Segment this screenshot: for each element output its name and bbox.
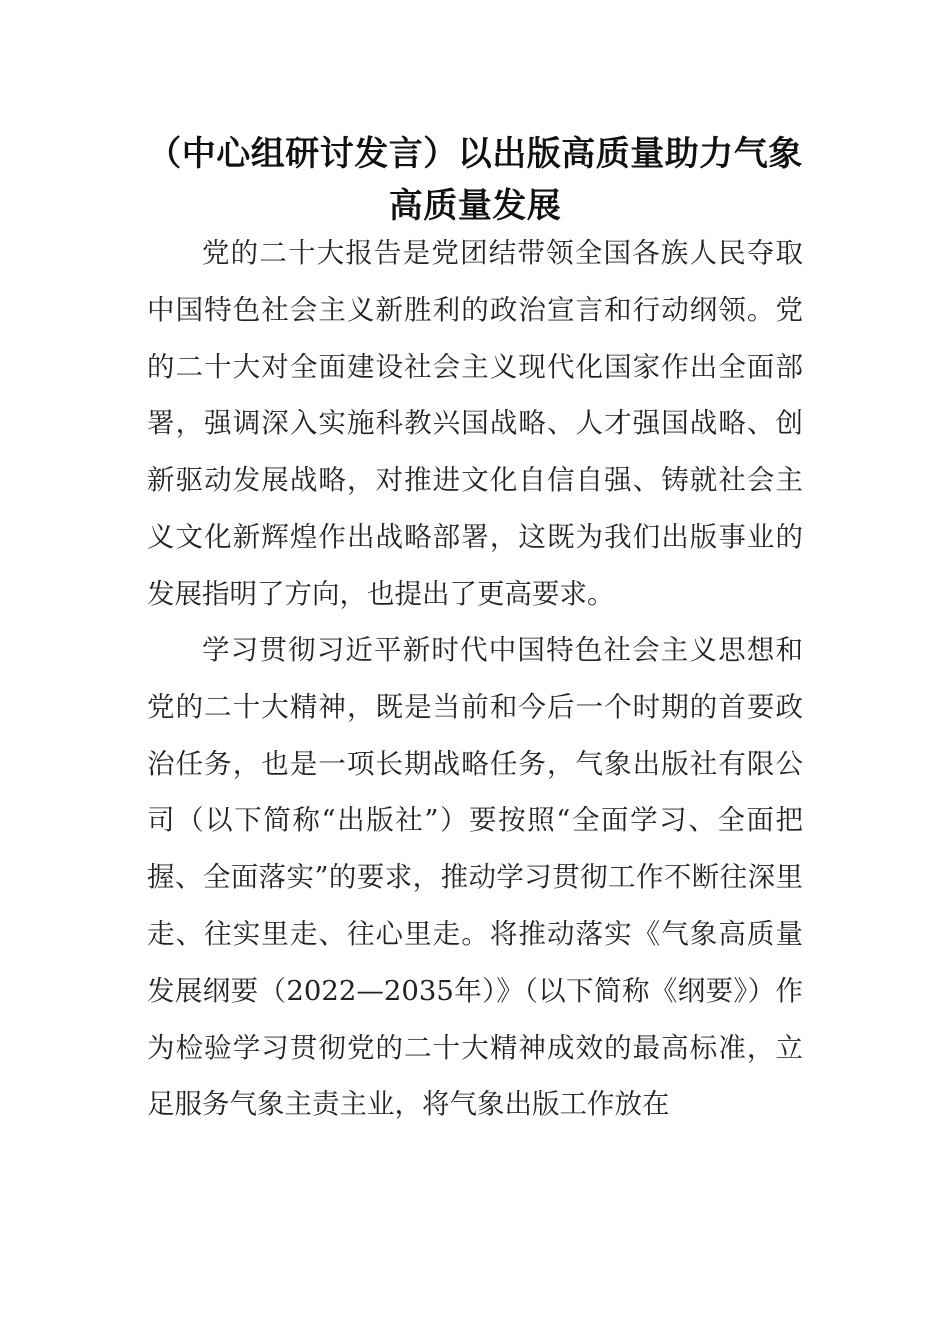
document-title: （中心组研讨发言）以出版高质量助力气象高质量发展 <box>147 134 803 226</box>
body-paragraph-2: 学习贯彻习近平新时代中国特色社会主义思想和党的二十大精神，既是当前和今后一个时期的首要政治任务，也是一项长期战略任务，气象出版社有限公司（以下简称“出版社”）要按照“全面学习、全面把握、全面落实”的要求，推动学习贯彻工作不断往深里走、往实里走、往心里走。将推动落实《气象高质量发展纲要（2022—2035年）》（以下简称《纲要》）作为检验学习贯彻党的二十大精神成效的最高标准，立足服务气象主责主业，将气象出版工作放在 <box>147 634 803 1121</box>
body-paragraph-1: 党的二十大报告是党团结带领全国各族人民夺取中国特色社会主义新胜利的政治宣言和行动纲领。党的二十大对全面建设社会主义现代化国家作出全面部署，强调深入实施科教兴国战略、人才强国战略、创新驱动发展战略，对推进文化自信自强、铸就社会主义文化新辉煌作出战略部署，这既为我们出版事业的发展指明了方向，也提出了更高要求。 <box>147 237 803 610</box>
